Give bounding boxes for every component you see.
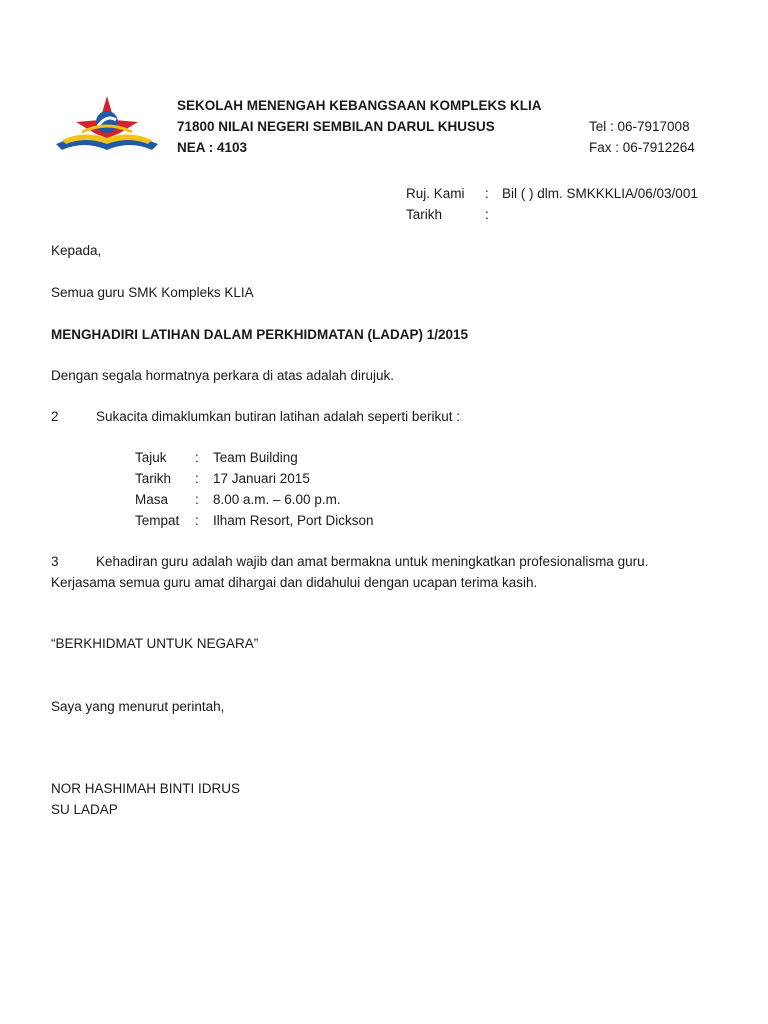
tarikh-ref-colon: : bbox=[485, 207, 489, 222]
ruj-colon: : bbox=[485, 186, 489, 201]
motto: “BERKHIDMAT UNTUK NEGARA” bbox=[51, 636, 259, 651]
detail-colon: : bbox=[195, 471, 199, 486]
letter-subject: MENGHADIRI LATIHAN DALAM PERKHIDMATAN (LADAP) 1/2015 bbox=[51, 327, 469, 342]
signatory-name: NOR HASHIMAH BINTI IDRUS bbox=[51, 781, 241, 796]
detail-label: Tempat bbox=[135, 513, 180, 528]
school-name: SEKOLAH MENENGAH KEBANGSAAN KOMPLEKS KLIA bbox=[177, 98, 542, 113]
para3-line2: Kerjasama semua guru amat dihargai dan didahului dengan ucapan terima kasih. bbox=[51, 575, 538, 590]
ruj-value: Bil ( ) dlm. SMKKKLIA/06/03/001 bbox=[502, 186, 698, 201]
school-address: 71800 NILAI NEGERI SEMBILAN DARUL KHUSUS bbox=[177, 119, 495, 134]
detail-value: Ilham Resort, Port Dickson bbox=[213, 513, 374, 528]
para3-number: 3 bbox=[51, 554, 59, 569]
para2-number: 2 bbox=[51, 409, 59, 424]
detail-value: Team Building bbox=[213, 450, 298, 465]
salutation: Kepada, bbox=[51, 243, 102, 258]
ruj-label: Ruj. Kami bbox=[406, 186, 465, 201]
opening-paragraph: Dengan segala hormatnya perkara di atas adalah dirujuk. bbox=[51, 368, 394, 383]
school-fax: Fax : 06-7912264 bbox=[589, 140, 695, 155]
detail-colon: : bbox=[195, 450, 199, 465]
detail-value: 17 Januari 2015 bbox=[213, 471, 310, 486]
signatory-title: SU LADAP bbox=[51, 802, 118, 817]
school-nea: NEA : 4103 bbox=[177, 140, 248, 155]
detail-colon: : bbox=[195, 492, 199, 507]
detail-colon: : bbox=[195, 513, 199, 528]
para3-line1: Kehadiran guru adalah wajib dan amat bermakna untuk meningkatkan profesionalisma guru. bbox=[96, 554, 649, 569]
school-crest-icon bbox=[52, 92, 162, 156]
detail-label: Tarikh bbox=[135, 471, 172, 486]
tarikh-ref-label: Tarikh bbox=[406, 207, 443, 222]
detail-label: Tajuk bbox=[135, 450, 167, 465]
school-tel: Tel : 06-7917008 bbox=[589, 119, 690, 134]
recipient: Semua guru SMK Kompleks KLIA bbox=[51, 285, 254, 300]
para2-text: Sukacita dimaklumkan butiran latihan adalah seperti berikut : bbox=[96, 409, 460, 424]
closing: Saya yang menurut perintah, bbox=[51, 699, 225, 714]
detail-value: 8.00 a.m. – 6.00 p.m. bbox=[213, 492, 341, 507]
detail-label: Masa bbox=[135, 492, 169, 507]
